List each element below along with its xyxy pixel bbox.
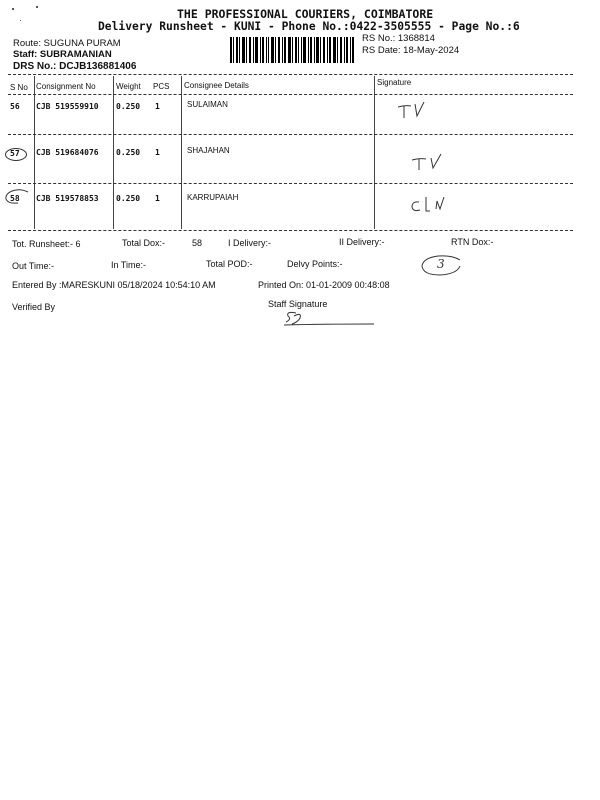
row-consignment: CJB 519578853 (36, 194, 99, 203)
row-consignee: KARRUPAIAH (187, 193, 239, 202)
total-dox-label: Total Dox:- (122, 238, 166, 248)
handwritten-signature (396, 98, 432, 120)
row-sno: 58 (10, 194, 20, 203)
printed-on: Printed On: 01-01-2009 00:48:08 (258, 280, 390, 290)
route: Route: SUGUNA PURAM (13, 38, 121, 49)
delvy-points: Delvy Points:- (287, 259, 343, 269)
row-pcs: 1 (155, 102, 160, 111)
table-header-rule (8, 94, 573, 95)
ii-delivery: II Delivery:- (339, 237, 385, 247)
total-dox-value: 58 (192, 238, 203, 248)
company-name: THE PROFESSIONAL COURIERS, COIMBATORE (177, 7, 434, 21)
row-consignment: CJB 519684076 (36, 148, 99, 157)
barcode (230, 37, 354, 63)
scan-speck (36, 6, 38, 8)
rs-number: RS No.: 1368814 (362, 33, 435, 44)
row-pcs: 1 (155, 148, 160, 157)
row-weight: 0.250 (116, 194, 141, 203)
total-pod: Total POD:- (206, 259, 253, 269)
rs-date: RS Date: 18-May-2024 (362, 45, 460, 56)
entered-by: Entered By :MARESKUNI 05/18/2024 10:54:10 AM (12, 280, 216, 290)
row-sno: 56 (10, 102, 20, 111)
handwritten-count: 3 (437, 257, 445, 271)
row-weight: 0.250 (116, 102, 141, 111)
i-delivery: I Delivery:- (228, 238, 272, 248)
row-pcs: 1 (155, 194, 160, 203)
column-divider (181, 76, 182, 229)
column-divider (113, 76, 114, 229)
col-header-sno: S No (10, 83, 28, 92)
col-header-pcs: PCS (153, 82, 170, 91)
tot-runsheet: Tot. Runsheet:- 6 (12, 239, 81, 249)
in-time: In Time:- (111, 260, 147, 270)
row-weight: 0.250 (116, 148, 141, 157)
handwritten-signature (410, 150, 450, 172)
table-top-rule (8, 74, 573, 75)
row-divider (8, 183, 573, 184)
row-divider (8, 134, 573, 135)
table-bottom-rule (8, 230, 573, 231)
scan-speck (20, 20, 21, 21)
col-header-consignment: Consignment No (36, 82, 96, 91)
column-divider (34, 76, 35, 229)
staff: Staff: SUBRAMANIAN (13, 49, 112, 60)
runsheet-title: Delivery Runsheet - KUNI - Phone No.:0422-3505555 - Page No.:6 (98, 20, 520, 33)
scan-speck (12, 8, 14, 10)
drs-number: DRS No.: DCJB136881406 (13, 61, 137, 72)
col-header-consignee: Consignee Details (184, 81, 249, 90)
staff-signature-mark (280, 310, 376, 328)
staff-signature-label: Staff Signature (268, 299, 328, 309)
row-consignee: SULAIMAN (187, 100, 228, 109)
row-consignment: CJB 519559910 (36, 102, 99, 111)
col-header-weight: Weight (116, 82, 141, 91)
row-sno: 57 (10, 149, 20, 158)
row-consignee: SHAJAHAN (187, 146, 230, 155)
handwritten-signature (408, 194, 456, 218)
out-time: Out Time:- (12, 261, 55, 271)
column-divider (374, 76, 375, 229)
verified-by: Verified By (12, 302, 56, 312)
col-header-signature: Signature (377, 78, 412, 87)
rtn-dox: RTN Dox:- (451, 237, 494, 247)
